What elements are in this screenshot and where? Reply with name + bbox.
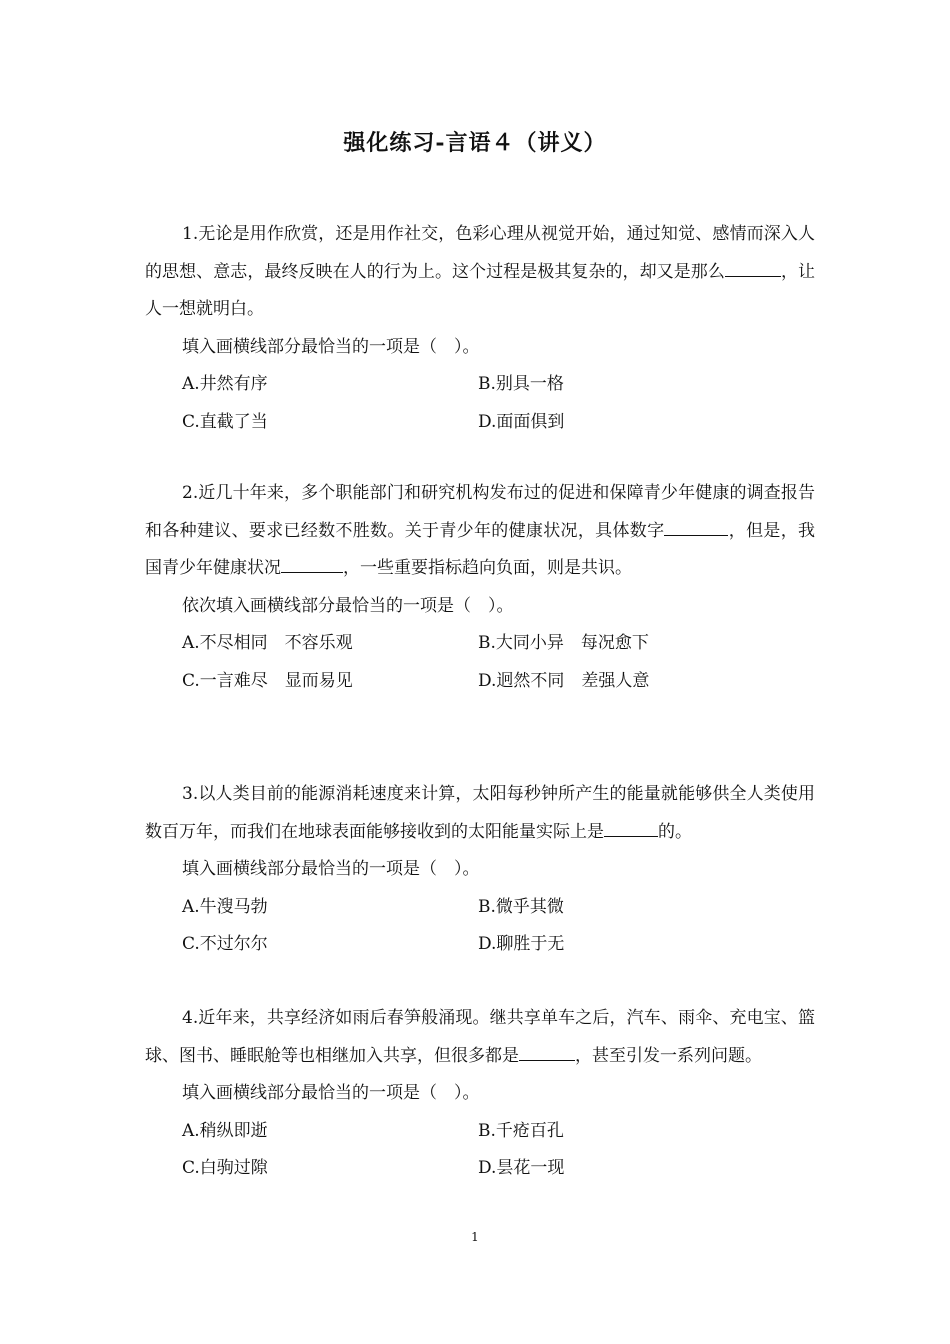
option-c: C.白驹过隙 [182, 1158, 268, 1178]
page-number: 1 [471, 1230, 479, 1244]
stem-text: ，甚至引发一系列问题。 [575, 1045, 762, 1066]
options-list [145, 366, 815, 441]
answer-blank [664, 515, 728, 536]
option-b: B.千疮百孔 [478, 1120, 564, 1141]
stem-text: ，一些重要指标趋向负面，则是共识。 [343, 558, 632, 578]
stem-text: 3.以人类目前的能源消耗速度来计算，太阳每秒钟所产生的能量就能够供全人类使用数百万年，而我们在地球表面能够接收到的太阳能量实际上是 [145, 784, 815, 842]
option-c: C.一言难尽 显而易见 [182, 670, 353, 691]
stem-text: 的。 [658, 821, 692, 842]
stem-text: 4.近年来，共享经济如雨后春笋般涌现。继共享单车之后，汽车、雨伞、充电宝、篮球、图书、睡眠舱等也相继加入共享，但很多都是 [145, 1008, 815, 1066]
answer-blank [519, 1040, 575, 1061]
question-prompt: 填入画横线部分最恰当的一项是（ ）。 [182, 336, 480, 357]
option-a: A.不尽相同 不容乐观 [182, 633, 353, 653]
option-c: C.直截了当 [182, 411, 268, 432]
option-a: A.牛溲马勃 [182, 896, 268, 917]
options-list [145, 889, 815, 964]
answer-blank [281, 552, 343, 573]
options-list [145, 625, 815, 700]
option-d: D.迥然不同 差强人意 [478, 670, 650, 691]
question-stem [145, 216, 815, 329]
page-title: 强化练习-言语４（讲义） [343, 130, 607, 156]
question-4 [145, 1000, 815, 1188]
option-a: A.稍纵即逝 [182, 1120, 268, 1141]
question-stem [145, 1000, 815, 1075]
option-d: D.面面俱到 [478, 411, 565, 432]
stem-text: 2.近几十年来，多个职能部门和研究机构发布过的促进和保障青少年健康的调查报告和各种建议、要求已经数不胜数。关于青少年的健康状况，具体数字 [145, 483, 815, 541]
answer-blank [604, 816, 658, 837]
question-3 [145, 776, 815, 964]
option-b: B.别具一格 [478, 374, 564, 394]
option-d: D.聊胜于无 [478, 934, 565, 954]
stem-text: ，让人一想就明白。 [145, 261, 816, 319]
option-c: C.不过尔尔 [182, 934, 268, 954]
question-2 [145, 475, 815, 700]
answer-blank [725, 256, 781, 277]
stem-text: 1.无论是用作欣赏，还是用作社交，色彩心理从视觉开始，通过知觉、感情而深入人的思想、意志，最终反映在人的行为上。这个过程是极其复杂的，却又是那么 [145, 224, 815, 282]
option-b: B.大同小异 每况愈下 [478, 633, 649, 653]
stem-text: ，但是，我国青少年健康状况 [145, 520, 816, 578]
question-prompt: 依次填入画横线部分最恰当的一项是（ ）。 [182, 595, 514, 616]
question-prompt: 填入画横线部分最恰当的一项是（ ）。 [182, 1083, 480, 1103]
options-list [145, 1113, 815, 1188]
question-prompt: 填入画横线部分最恰当的一项是（ ）。 [182, 859, 480, 879]
option-b: B.微乎其微 [478, 896, 564, 917]
question-stem [145, 776, 815, 851]
question-1 [145, 216, 815, 441]
question-stem [145, 475, 815, 588]
option-d: D.昙花一现 [478, 1158, 565, 1178]
option-a: A.井然有序 [182, 374, 268, 394]
